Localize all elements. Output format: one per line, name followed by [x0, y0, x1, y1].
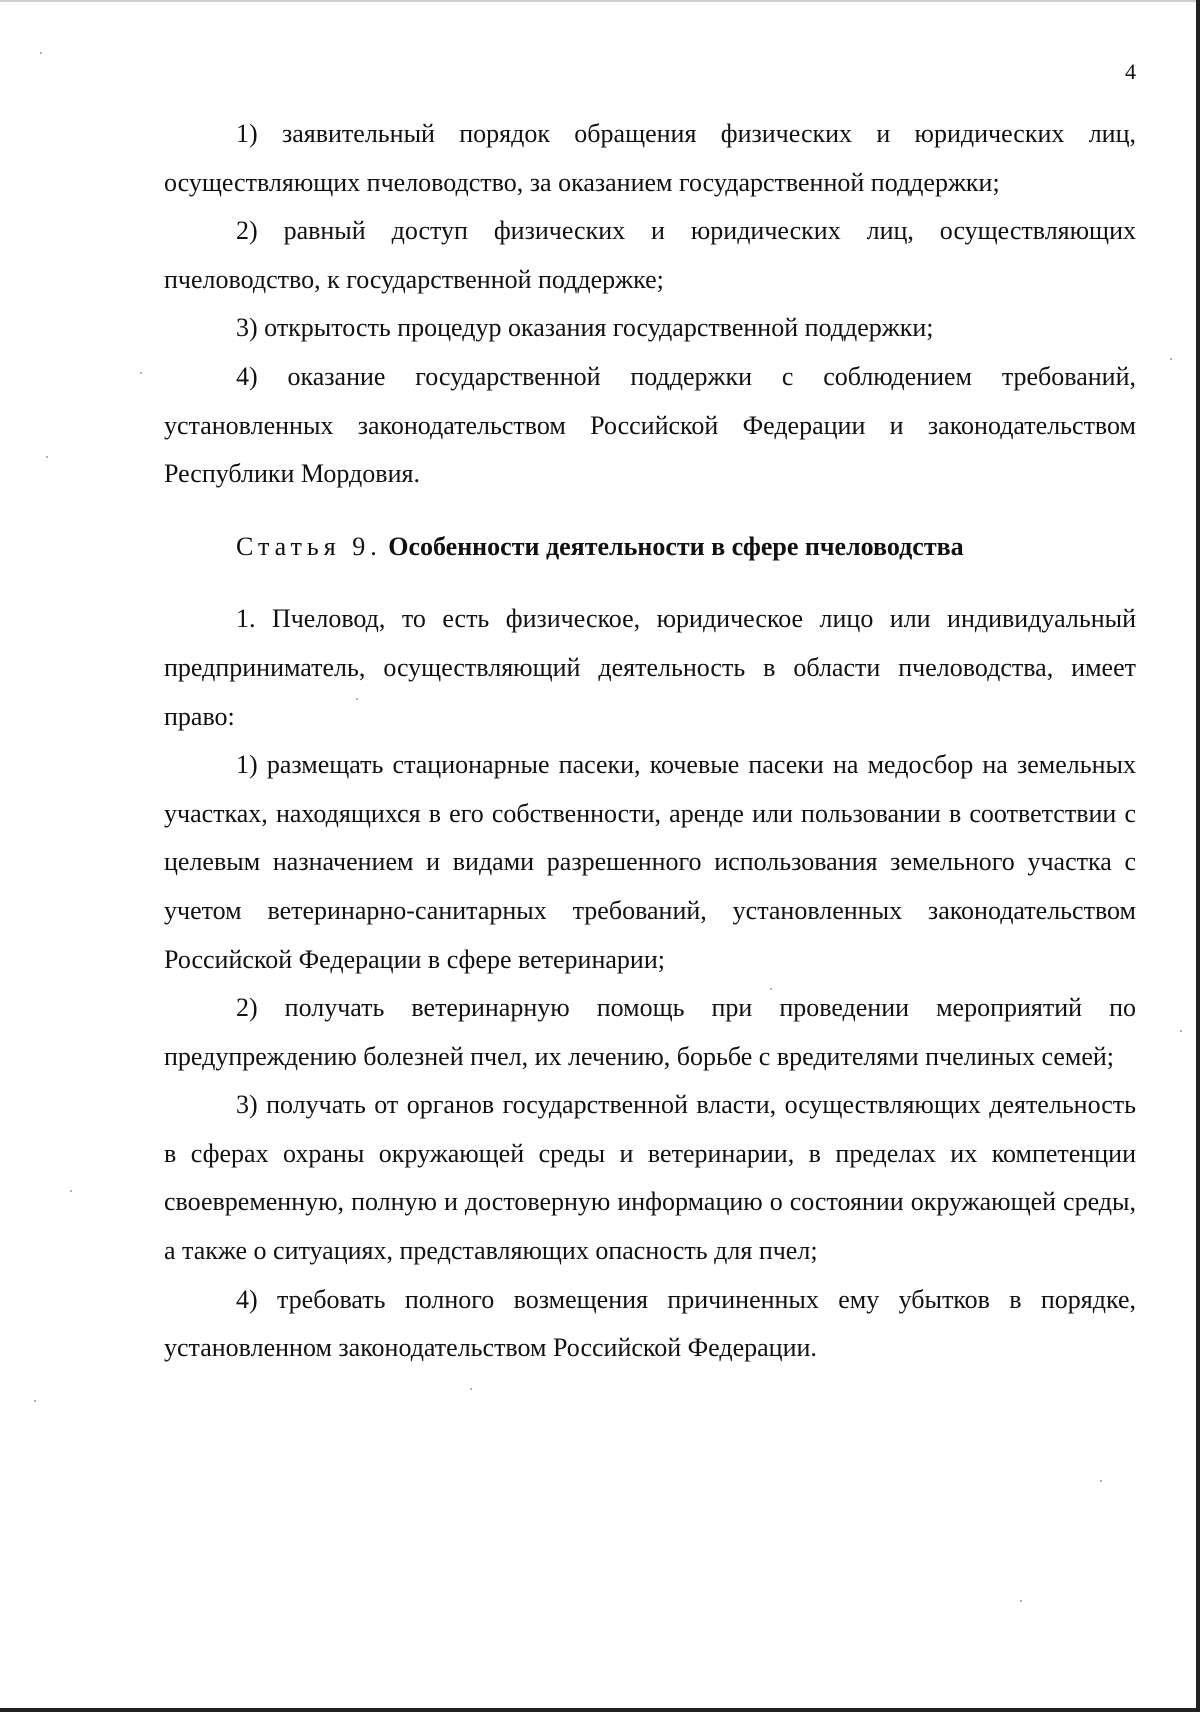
principle-item-3: 3) открытость процедур оказания государственной поддержки; — [236, 313, 934, 343]
scan-speck — [46, 456, 48, 458]
scan-speck — [70, 1190, 72, 1192]
principle-item-2: 2) равный доступ физических и юридических лиц, осуществляющих пчеловодство, к государственной поддержке; — [164, 216, 1136, 294]
document-body — [164, 110, 1136, 1373]
scan-speck — [470, 1388, 472, 1390]
right-item-3: 3) получать от органов государственной власти, осуществляющих деятельность в сферах охраны окружающей среды и ветеринарии, в пределах их компетенции своевременную, полную и достоверную информацию о состоянии окружающей среды, а также о ситуациях, представляющих опасность для пчел; — [164, 1090, 1136, 1266]
page-number: 4 — [1125, 59, 1136, 84]
scan-speck — [34, 1400, 36, 1402]
scan-speck — [1180, 1030, 1182, 1032]
article-clause-1: 1. Пчеловод, то есть физическое, юридическое лицо или индивидуальный предприниматель, осуществляющий деятельность в области пчеловодства, имеет право: — [164, 604, 1136, 731]
scan-speck — [356, 698, 358, 700]
scan-edge-right — [1196, 0, 1200, 1712]
scan-edge-bottom — [0, 1708, 1200, 1712]
scan-speck — [1020, 1600, 1022, 1602]
scan-speck — [140, 372, 142, 374]
scan-speck — [1170, 358, 1172, 360]
scan-edge-top — [0, 0, 1200, 2]
scan-speck — [40, 52, 42, 54]
article-title: Особенности деятельности в сфере пчеловодства — [388, 531, 964, 561]
scan-speck — [1100, 1480, 1102, 1482]
article-heading — [164, 523, 1136, 572]
right-item-2: 2) получать ветеринарную помощь при проведении мероприятий по предупреждению болезней пчел, их лечению, борьбе с вредителями пчелиных семей; — [164, 993, 1136, 1071]
right-item-4: 4) требовать полного возмещения причиненных ему убытков в порядке, установленном законодательством Российской Федерации. — [164, 1284, 1136, 1363]
right-item-1: 1) размещать стационарные пасеки, кочевые пасеки на медосбор на земельных участках, находящихся в его собственности, аренде или пользовании в соответствии с целевым назначением и видами разрешенного использования земельного участка с учетом ветеринарно-санитарных требований, установленных законодательством Российской Федерации в сфере ветеринарии; — [164, 750, 1136, 974]
article-label: Статья 9. — [236, 531, 382, 561]
scan-speck — [770, 988, 772, 990]
principle-item-4: 4) оказание государственной поддержки с соблюдением требований, установленных законодательством Российской Федерации и законодательством Республики Мордовия. — [164, 361, 1136, 489]
principle-item-1: 1) заявительный порядок обращения физических и юридических лиц, осуществляющих пчеловодство, за оказанием государственной поддержки; — [164, 119, 1136, 197]
